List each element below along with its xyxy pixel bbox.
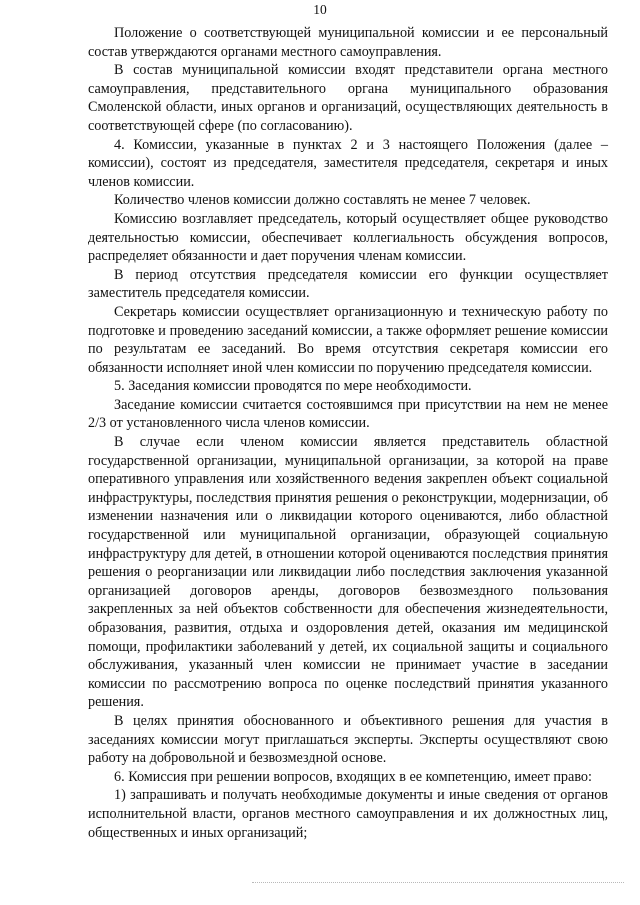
paragraph-commission-composition: В состав муниципальной комиссии входят представители органа местного самоуправления, представительного органа муниципального образования Смоленской области, иных органов и организаций, осуществляющих деятельность в соответствующей сфере (по согласованию). xyxy=(88,62,608,134)
paragraph-chairman-duties: Комиссию возглавляет председатель, который осуществляет общее руководство деятельностью комиссии, обеспечивает коллегиальность обсуждения вопросов, распределяет обязанности и дает поручения членам комиссии. xyxy=(88,210,608,265)
page-number: 10 xyxy=(313,2,327,17)
paragraph-right-to-request: 1) запрашивать и получать необходимые документы и иные сведения от органов исполнительной власти, органов местного самоуправления и их должностных лиц, общественных и иных организаций; xyxy=(88,787,608,841)
paragraph-experts: В целях принятия обоснованного и объективного решения для участия в заседаниях комиссии могут приглашаться эксперты. Эксперты осуществляют свою работу на добровольной и безвозмездной основе. xyxy=(88,712,608,767)
paragraph-deputy-chairman: В период отсутствия председателя комиссии его функции осуществляет заместитель председателя комиссии. xyxy=(88,266,608,302)
paragraph-member-count: Количество членов комиссии должно составлять не менее 7 человек. xyxy=(114,192,531,209)
paragraph-conflict-of-interest: В случае если членом комиссии является представитель областной государственной организации, муниципальной организации, за которой на праве оперативного управления или хозяйственного ведения закреплен объект социальной инфраструктуры, последствия принятия решения о реконструкции, модернизации, об изменении назначения или о ликвидации которого оцениваются, либо областной государственной или муниципальной организации, образующей социальную инфраструктуру для детей, в отношении которой оцениваются последствия принятия решения о реорганизации или ликвидации либо последствия заключения указанной организацией договоров аренды, договоров безвозмездного пользования закрепленных за ней объектов собственности для обеспечения жизнедеятельности, образования, развития, отдыха и оздоровления детей, оказания им медицинской помощи, профилактики заболеваний у детей, их социальной защиты и социального обслуживания, указанный член комиссии не принимает участие в заседании комиссии по рассмотрению вопроса по оценке последствий принятия указанного решения. xyxy=(88,434,608,711)
paragraph-item-5: 5. Заседания комиссии проводятся по мере необходимости. xyxy=(114,378,472,395)
paragraph-item-4: 4. Комиссии, указанные в пунктах 2 и 3 настоящего Положения (далее – комиссии), состоят из председателя, заместителя председателя, секретаря и иных членов комиссии. xyxy=(88,136,608,190)
paragraph-secretary-duties: Секретарь комиссии осуществляет организационную и техническую работу по подготовке и проведению заседаний комиссии, а также оформляет решение комиссии по результатам ее заседаний. Во время отсутствия секретаря комиссии его обязанности исполняет иной член комиссии по поручению председателя комиссии. xyxy=(88,303,608,376)
paragraph-item-6: 6. Комиссия при решении вопросов, входящих в ее компетенцию, имеет право: xyxy=(114,768,592,785)
paragraph-commission-regulation: Положение о соответствующей муниципальной комиссии и ее персональный состав утверждаются органами местного самоуправления. xyxy=(88,25,608,60)
footer-divider xyxy=(252,882,624,883)
paragraph-quorum: Заседание комиссии считается состоявшимся при присутствии на нем не менее 2/3 от установленного числа членов комиссии. xyxy=(88,396,608,432)
document-body xyxy=(88,24,608,842)
